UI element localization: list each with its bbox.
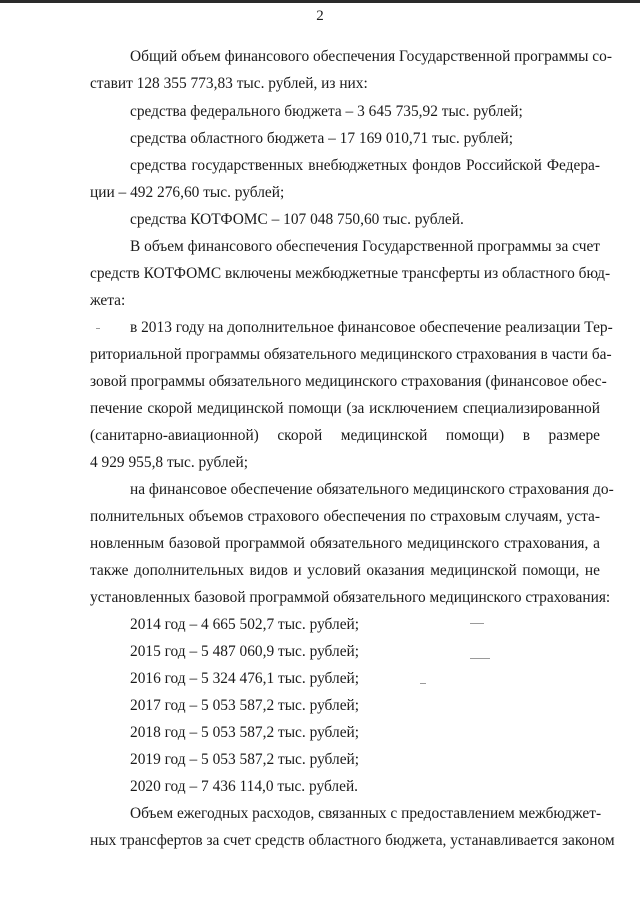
text-line: 4 929 955,8 тыс. рублей; xyxy=(90,454,249,471)
text-line: риториальной программы обязательного медицинского страхования в части ба- xyxy=(90,346,612,363)
text-line: (санитарно-авиационной) скорой медицинской помощи) в размере xyxy=(90,427,600,444)
scan-speck xyxy=(420,683,426,684)
text-line: новленным базовой программой обязательного медицинского страхования, а xyxy=(90,535,600,552)
year-amount: 2016 год – 5 324 476,1 тыс. рублей; xyxy=(130,670,360,687)
page-number: 2 xyxy=(316,8,324,24)
year-amount: 2017 год – 5 053 587,2 тыс. рублей; xyxy=(130,697,360,714)
year-amount: 2019 год – 5 053 587,2 тыс. рублей; xyxy=(130,751,360,768)
text-line: на финансовое обеспечение обязательного медицинского страхования до- xyxy=(130,481,614,498)
text-line: ных трансфертов за счет средств областного бюджета, устанавливается законом xyxy=(90,832,615,849)
scan-speck xyxy=(470,658,490,659)
text-line: средства КОТФОМС – 107 048 750,60 тыс. рублей. xyxy=(130,211,464,228)
text-line: средства федерального бюджета – 3 645 735,92 тыс. рублей; xyxy=(130,103,523,120)
text-line: зовой программы обязательного медицинского страхования (финансовое обес- xyxy=(90,373,607,390)
text-line: средства государственных внебюджетных фондов Российской Федера- xyxy=(130,157,600,174)
text-line: Объем ежегодных расходов, связанных с предоставлением межбюджет- xyxy=(130,805,602,822)
scan-top-edge xyxy=(0,0,640,3)
year-amount: 2014 год – 4 665 502,7 тыс. рублей; xyxy=(130,616,360,633)
text-line: также дополнительных видов и условий оказания медицинской помощи, не xyxy=(90,562,600,579)
scan-speck xyxy=(470,623,484,624)
text-line: В объем финансового обеспечения Государственной программы за счет xyxy=(130,238,600,255)
text-line: ции – 492 276,60 тыс. рублей; xyxy=(90,184,285,201)
year-amount: 2018 год – 5 053 587,2 тыс. рублей; xyxy=(130,724,360,741)
year-amount: 2020 год – 7 436 114,0 тыс. рублей. xyxy=(130,778,359,795)
text-line: средств КОТФОМС включены межбюджетные трансферты из областного бюд- xyxy=(90,265,611,282)
text-line: ставит 128 355 773,83 тыс. рублей, из них: xyxy=(90,75,368,92)
text-line: установленных базовой программой обязательного медицинского страхования: xyxy=(90,589,611,606)
text-line: в 2013 году на дополнительное финансовое обеспечение реализации Тер- xyxy=(130,319,613,336)
text-line: Общий объем финансового обеспечения Государственной программы со- xyxy=(130,48,612,65)
text-line: полнительных объемов страхового обеспечения по страховым случаям, уста- xyxy=(90,508,600,525)
scan-speck xyxy=(96,328,100,329)
text-line: средства областного бюджета – 17 169 010,71 тыс. рублей; xyxy=(130,130,514,147)
text-line: жета: xyxy=(90,292,126,309)
text-line: печение скорой медицинской помощи (за исключением специализированной xyxy=(90,400,600,417)
year-amount: 2015 год – 5 487 060,9 тыс. рублей; xyxy=(130,643,360,660)
